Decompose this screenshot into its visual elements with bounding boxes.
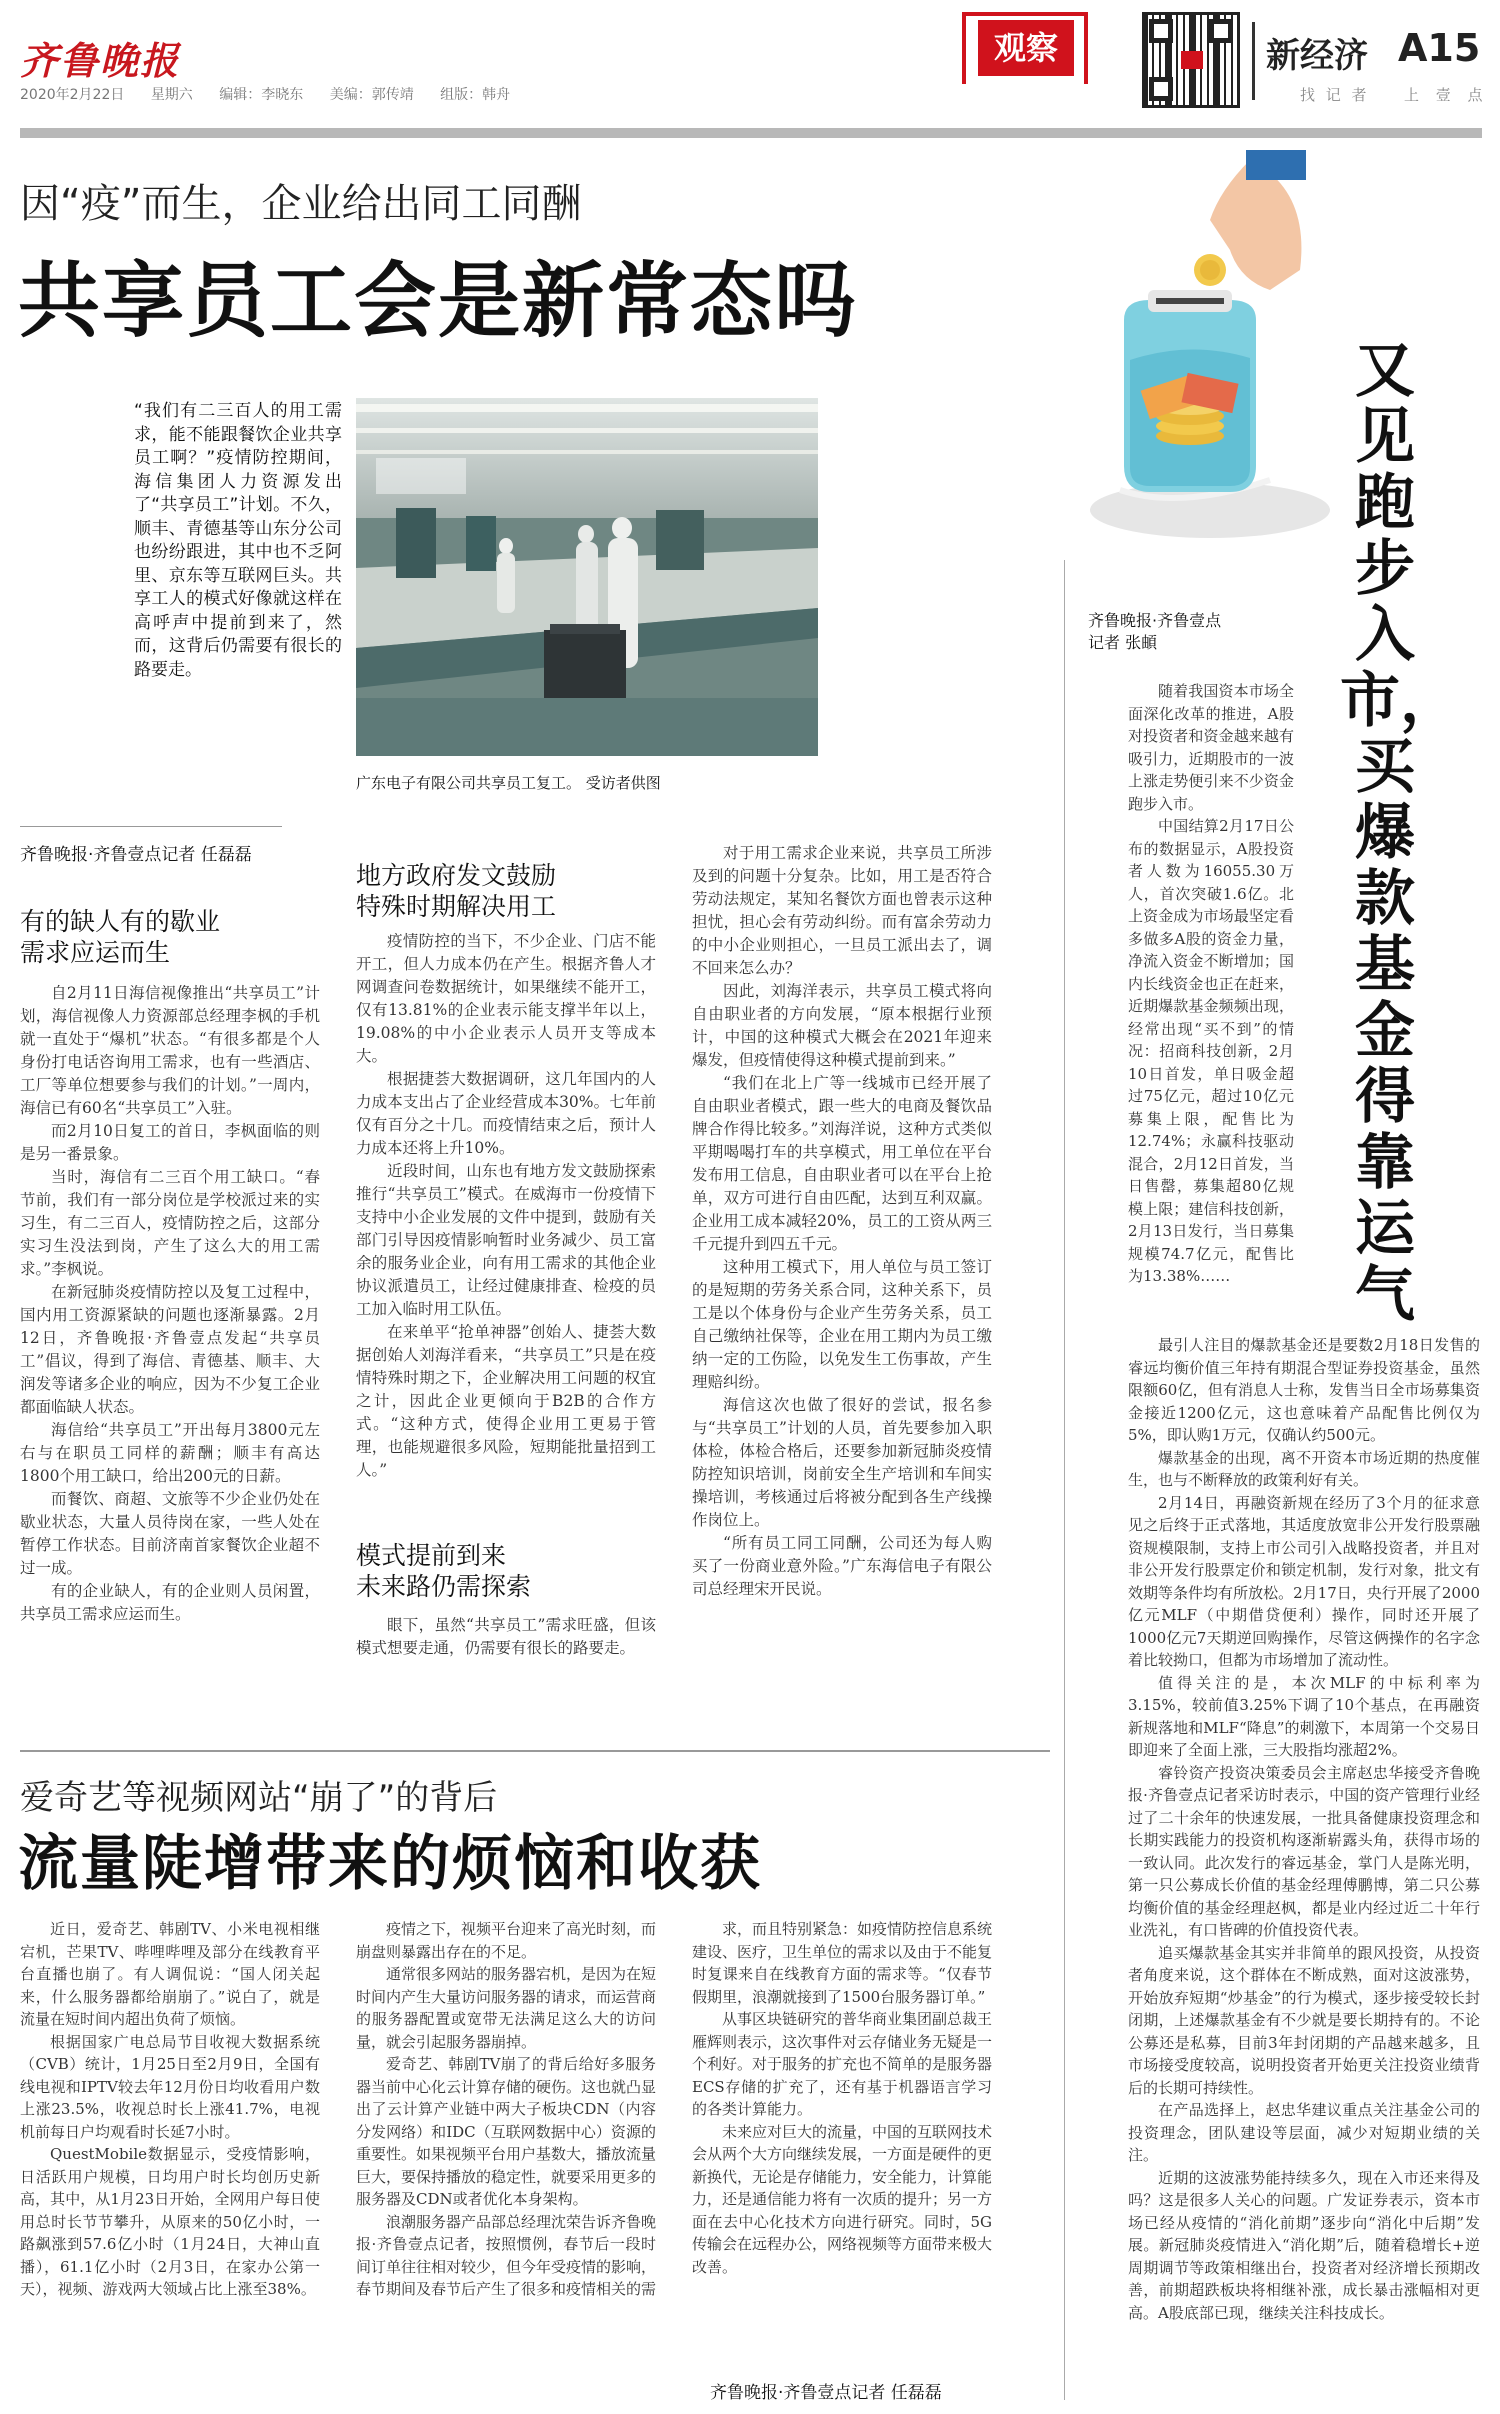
paragraph: 2月14日，再融资新规在经历了3个月的征求意见之后终于正式落地，其适度放宽非公开发行股票融资规模限制，支持上市公司引入战略投资者，并且对非公开发行股票定价和锁定机制，发行对象，批文有效期等条件均有所放松。2月17日，央行开展了2000亿元MLF（中期借贷便利）操作，同时还开展了1000亿元7天期逆回购操作，尽管这俩操作的名字念着比较拗口，但都为市场增加了流动性。 <box>1128 1493 1480 1669</box>
article1-headline: 共享员工会是新常态吗 <box>18 254 859 349</box>
qr-finder-icon <box>1149 77 1173 101</box>
newspaper-logo: 齐鲁晚报 <box>20 38 181 83</box>
issue-date: 2020年2月22日 <box>20 87 125 103</box>
art-editor-credit: 美编：郭传靖 <box>329 87 414 103</box>
paragraph: 睿铃资产投资决策委员会主席赵忠华接受齐鲁晚报·齐鲁壹点记者采访时表示，中国的资产管理行业经过了二十余年的快速发展，一批具备健康投资理念和长期实践能力的投资机构逐渐崭露头角，获得市场的一致认同。此次发行的睿远基金，掌门人是陈光明，第一只公募成长价值的基金经理傅鹏博，第二只公募均衡价值的基金经理赵枫，都是业内经过近二十年行业洗礼，有口皆碑的价值投资代表。 <box>1128 1763 1480 1939</box>
paragraph: 在新冠肺炎疫情防控以及复工过程中，国内用工资源紧缺的问题也逐渐暴露。2月12日，齐鲁晚报·齐鲁壹点发起“共享员工”倡议，得到了海信、青德基、顺丰、大润发等诸多企业的响应，因为不少复工企业都面临缺人状态。 <box>20 1283 320 1416</box>
factory-workers-image <box>356 398 818 756</box>
paragraph: 对于用工需求企业来说，共享员工所涉及到的问题十分复杂。比如，用工是否符合劳动法规定，某知名餐饮方面也曾表示这种担忧，担心会有劳动纠纷。而有富余劳动力的中小企业则担心，一旦员工派出去了，调不回来怎么办？ <box>692 844 992 977</box>
article3-column-narrow <box>1128 680 1294 1288</box>
paragraph: 随着我国资本市场全面深化改革的推进，A股对投资者和资金越来越有吸引力，近期股市的一波上涨走势便引来不少资金跑步入市。 <box>1128 682 1294 813</box>
article1-column-2b <box>356 1614 656 1660</box>
article2-kicker: 爱奇艺等视频网站“崩了”的背后 <box>20 1778 498 1818</box>
article1-photo <box>356 398 818 756</box>
section-tag: 观察 <box>978 20 1074 76</box>
paragraph: 未来应对巨大的流量，中国的互联网技术会从两个大方向继续发展，一方面是硬件的更新换代，无论是存储能力，安全能力，计算能力，还是通信能力将有一次质的提升；另一方面在去中心化技术方向进行研究。同时，5G传输会在远程办公，网络视频等方面带来极大改善。 <box>692 2122 993 2276</box>
paragraph: 而2月10日复工的首日，李枫面临的则是另一番景象。 <box>20 1122 320 1163</box>
section-name: 新经济 <box>1266 36 1368 76</box>
paragraph: 值得关注的是，本次MLF的中标利率为3.15%，较前值3.25%下调了10个基点，在再融资新规落地和MLF“降息”的刺激下，本周第一个交易日即迎来了全面上涨，三大股指均涨超2%。 <box>1128 1673 1480 1759</box>
article2-headline: 流量陡增带来的烦恼和收获 <box>18 1829 762 1899</box>
paragraph: 眼下，虽然“共享员工”需求旺盛，但该模式想要走通，仍需要有很长的路要走。 <box>356 1616 656 1657</box>
paragraph: 近期的这波涨势能持续多久，现在入市还来得及吗？这是很多人关心的问题。广发证券表示，资本市场已经从疫情的“消化前期”逐步向“消化中后期”发展。新冠肺炎疫情进入“消化期”后，随着稳增长+逆周期调节等政策相继出台，投资者对经济增长预期改善，前期超跌板块将相继补涨，成长暴击涨幅相对更高。A股底部已现，继续关注科技成长。 <box>1128 2168 1480 2322</box>
article1-column-2 <box>356 930 656 1482</box>
article1-subhead-1: 有的缺人有的歇业 需求应运而生 <box>20 907 221 967</box>
paragraph: 求，而且特别紧急：如疫情防控信息系统建设、医疗，卫生单位的需求以及由于不能复时复课来自在线教育方面的需求等。“仅春节假期里，浪潮就接到了1500台服务器订单。” <box>692 1920 993 2006</box>
paragraph: 根据国家广电总局节目收视大数据系统（CVB）统计，1月25日至2月9日，全国有线电视和IPTV较去年12月份日均收看用户数上涨23.5%，收视总时长上涨41.7%，电视机前每日户均观看时长延7小时。 <box>20 2032 320 2141</box>
paragraph: 近段时间，山东也有地方发文鼓励探索推行“共享员工”模式。在威海市一份疫情下支持中小企业发展的文件中提到，鼓励有关部门引导因疫情影响暂时业务减少、员工富余的服务业企业，向有用工需求的其他企业协议派遣员工，让经过健康排查、检疫的员工加入临时用工队伍。 <box>356 1162 656 1318</box>
article3-column-wide <box>1128 1334 1480 2324</box>
paragraph: 疫情之下，视频平台迎来了高光时刻，而崩盘则暴露出存在的不足。 <box>356 1920 657 1961</box>
paragraph: 中国结算2月17日公布的数据显示，A股投资者人数为16055.30万人，首次突破1.6亿。北上资金成为市场最坚定看多做多A股的资金力量，净流入资金不断增加；国内长线资金也正在赶来，近期爆款基金频频出现，经常出现“买不到”的情况：招商科技创新，2月10日首发，单日吸金超过75亿元，超过10亿元募集上限，配售比为12.74%；永赢科技驱动混合，2月12日首发，当日售罄，募集超80亿规模上限；建信科技创新，2月13日发行，当日募集规模74.7亿元，配售比为13.38%…… <box>1128 817 1294 1285</box>
article1-byline: 齐鲁晚报·齐鲁壹点记者 任磊磊 <box>20 845 252 865</box>
article3-byline-2: 记者 张頔 <box>1088 633 1158 652</box>
paragraph: 从事区块链研究的普华商业集团副总裁王雁辉则表示，这次事件对云存储业务无疑是一个利好。对于服务的扩充也不简单的是服务器ECS存储的扩充了，还有基于机器语言学习的各类计算能力。 <box>692 2010 993 2118</box>
paragraph: QuestMobile数据显示，受疫情影响，日活跃用户规模，日均用户时长均创历史新高，其中，从1月23日开始，全网用户每日使用总时长节节攀升，从原来的50亿小时，一路飙涨到57.6亿小时（1月24日，大神山直播），61.1亿小时（2月3日，在家办公第一天），视频、游戏两大领域占比上涨至38%。 <box>20 2145 320 2298</box>
article-divider <box>20 1750 1050 1752</box>
paragraph: 当时，海信有二三百个用工缺口。“春节前，我们有一部分岗位是学校派过来的实习生，有二三百人，疫情防控之后，这部分实习生没法到岗，产生了这么大的用工需求。”李枫说。 <box>20 1168 320 1278</box>
paragraph: 最引人注目的爆款基金还是要数2月18日发售的睿远均衡价值三年持有期混合型证券投资基金，虽然限额60亿，但有消息人士称，发售当日全市场募集资金接近1200亿元，这也意味着产品配售比例仅为5%，即认购1万元，仅确认约500元。 <box>1128 1336 1480 1444</box>
paragraph: 在来单平“抢单神器”创始人、捷荟大数据创始人刘海洋看来，“共享员工”只是在疫情特殊时期之下，企业解决用工问题的权宜之计，因此企业更倾向于B2B的合作方式。“这种方式，使得企业用工更易于管理，也能规避很多风险，短期能批量招到工人。” <box>356 1323 656 1479</box>
qr-code-icon <box>1142 12 1240 108</box>
paragraph: 浪潮服务器产品部总经理沈荣告诉齐鲁晚报·齐鲁壹点记者，按照惯例，春节后一段时间订单往往相对较少，但今年受疫情的影响，春节期间及春节后产生了很多和疫情相关的需 <box>356 2212 657 2298</box>
article1-subhead-2: 地方政府发文鼓励 特殊时期解决用工 <box>356 861 557 921</box>
qr-finder-icon <box>1149 19 1173 43</box>
paragraph: “我们在北上广等一线城市已经开展了自由职业者模式，跟一些大的电商及餐饮品牌合作得比较多。”刘海洋说，这种方式类似平期喝喝打车的共享模式，用工单位在平台发布用工信息，自由职业者可以在平台上抢单，双方可进行自由匹配，达到互利双赢。企业用工成本减轻20%，员工的工资从两三千元提升到四五千元。 <box>692 1074 992 1253</box>
page-number: A15 <box>1398 26 1481 70</box>
contact-prompt: 找 记 者 <box>1300 86 1370 104</box>
paragraph: 通常很多网站的服务器宕机，是因为在短时间内产生大量访问服务器的请求，而运营商的服务器配置或宽带无法满足这么大的访问量，就会引起服务器崩掉。 <box>356 1965 657 2051</box>
paragraph: 因此，刘海洋表示，共享员工模式将向自由职业者的方向发展，“原本根据行业预计，中国的这种模式大概会在2021年迎来爆发，但疫情使得这种模式提前到来。” <box>692 982 992 1069</box>
article1-column-3 <box>692 842 992 1601</box>
paragraph: 爆款基金的出现，离不开资本市场近期的热度催生，也与不断释放的政策利好有关。 <box>1128 1448 1480 1489</box>
article1-byline-rule <box>20 826 282 827</box>
paragraph: 自2月11日海信视像推出“共享员工”计划，海信视像人力资源部总经理李枫的手机就一直处于“爆机”状态。“有很多都是个人身份打电话咨询用工需求，也有一些酒店、工厂等单位想要参与我们的计划。”一周内，海信已有60名“共享员工”入驻。 <box>20 984 320 1117</box>
paragraph: 海信给“共享员工”开出每月3800元左右与在职员工同样的薪酬；顺丰有高达1800个用工缺口，给出200元的日薪。 <box>20 1421 320 1485</box>
layout-editor-credit: 组版：韩舟 <box>440 87 511 103</box>
qr-center-logo-icon <box>1181 51 1203 69</box>
paragraph: 近日，爱奇艺、韩剧TV、小米电视相继宕机，芒果TV、哔哩哔哩及部分在线教育平台直播也崩了。有人调侃说：“国人闭关起来，什么服务器都给崩崩了。”说白了，就是流量在短时间内超出负荷了烦恼。 <box>20 1920 320 2028</box>
issue-meta <box>20 84 532 104</box>
masthead-rule <box>20 128 1482 138</box>
article1-kicker: 因“疫”而生，企业给出同工同酬 <box>20 181 582 227</box>
article1-subhead-3: 模式提前到来 未来路仍需探索 <box>356 1541 532 1601</box>
paragraph: 爱奇艺、韩剧TV崩了的背后给好多服务器当前中心化云计算存储的硬伤。这也就凸显出了云计算产业链中两大子板块CDN（内容分发网络）和IDC（互联网数据中心）资源的重要性。如果视频平台用户基数大，播放流量巨大，要保持播放的稳定性，就要采用更多的服务器及CDN或者优化本身架构。 <box>356 2055 657 2208</box>
article2-column-1 <box>20 1918 320 2301</box>
paragraph: 疫情防控的当下，不少企业、门店不能开工，但人力成本仍在产生。根据齐鲁人才网调查问卷数据统计，如果继续不能开工，仅有13.81%的企业表示能支撑半年以上，19.08%的中小企业表示人员开支等成本大。 <box>356 932 656 1065</box>
issue-weekday: 星期六 <box>150 87 193 103</box>
article2-column-2 <box>356 1918 656 2301</box>
article1-column-1 <box>20 982 320 1626</box>
paragraph: 有的企业缺人，有的企业则人员闲置，共享员工需求应运而生。 <box>20 1582 320 1623</box>
paragraph: 根据捷荟大数据调研，这几年国内的人力成本支出占了企业经营成本30%。七年前仅有百分之十几。而疫情结束之后，预计人力成本还将上升10%。 <box>356 1070 656 1157</box>
paragraph: “所有员工同工同酬，公司还为每人购买了一份商业意外险。”广东海信电子有限公司总经理宋开民说。 <box>692 1534 992 1598</box>
article1-lead: “我们有二三百人的用工需求，能不能跟餐饮企业共享员工啊？”疫情防控期间，海信集团人力资源发出了“共享员工”计划。不久，顺丰、青德基等山东分公司也纷纷跟进，其中也不乏阿里、京东等互联网巨头。共享工人的模式好像就这样在高呼声中提前到来了，然而，这背后仍需要有很长的路要走。 <box>134 401 342 680</box>
article3-byline-1: 齐鲁晚报·齐鲁壹点 <box>1088 611 1222 630</box>
paragraph: 在产品选择上，赵忠华建议重点关注基金公司的投资理念，团队建设等层面，减少对短期业绩的关注。 <box>1128 2101 1480 2164</box>
article3-headline: 又见跑步入市，买爆款基金得靠运气 <box>1340 336 1460 1330</box>
article3-illustration <box>1060 150 1330 550</box>
editor-credit: 编辑：李晓东 <box>219 87 304 103</box>
masthead-divider <box>1252 22 1255 100</box>
article2-column-3 <box>692 1918 992 2278</box>
qr-finder-icon <box>1209 19 1233 43</box>
coin-jar-illustration <box>1060 150 1330 550</box>
paragraph: 海信这次也做了很好的尝试，报名参与“共享员工”计划的人员，首先要参加入职体检，体检合格后，还要参加新冠肺炎疫情防控知识培训，岗前安全生产培训和车间实操培训，考核通过后将被分配到各生产线操作岗位上。 <box>692 1396 992 1529</box>
paragraph: 追买爆款基金其实并非简单的跟风投资，从投资者角度来说，这个群体在不断成熟，面对这波涨势，开始放弃短期“炒基金”的行为模式，逐步接受较长封闭期，上述爆款基金有不少就是要长期持有的。不论公募还是私募，目前3年封闭期的产品越来越多，且市场接受度较高，说明投资者开始更关注投资业绩背后的长期可持续性。 <box>1128 1943 1480 2097</box>
app-prompt: 上 壹 点 <box>1404 86 1489 104</box>
column-divider <box>1064 560 1065 2400</box>
paragraph: 而餐饮、商超、文旅等不少企业仍处在歇业状态，大量人员待岗在家，一些人处在暂停工作状态。目前济南首家餐饮企业超不过一成。 <box>20 1490 320 1577</box>
article2-byline: 齐鲁晚报·齐鲁壹点记者 任磊磊 <box>710 2383 942 2403</box>
article1-photo-caption: 广东电子有限公司共享员工复工。 受访者供图 <box>356 774 661 792</box>
paragraph: 这种用工模式下，用人单位与员工签订的是短期的劳务关系合同，这种关系下，员工是以个体身份与企业产生劳务关系，员工自己缴纳社保等，企业在用工期内为员工缴纳一定的工伤险，以免发生工伤事故，产生理赔纠纷。 <box>692 1258 992 1391</box>
